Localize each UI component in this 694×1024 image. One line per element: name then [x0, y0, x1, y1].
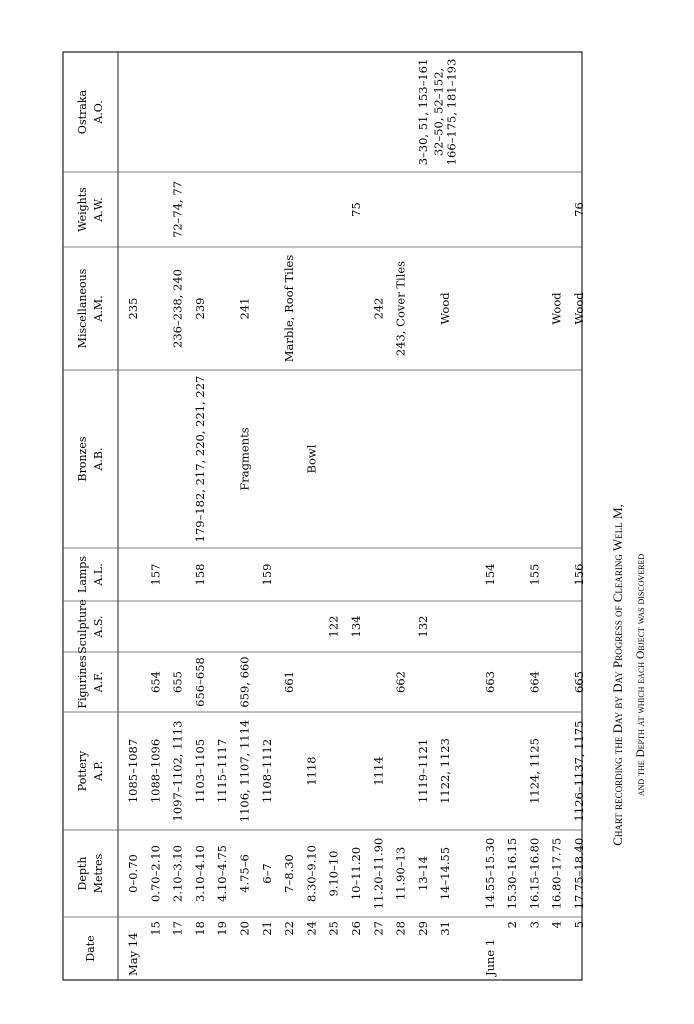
cell-lamps: 154 — [482, 563, 497, 586]
cell-depth: 14.55–15.30 — [482, 837, 497, 910]
cell-date: 26 — [349, 921, 363, 936]
cell-depth: 14–14.55 — [438, 846, 453, 901]
cell-depth: 11.20–11.90 — [371, 837, 386, 910]
cell-pottery: 1119–1121 — [415, 738, 430, 804]
cell-pottery: 1106, 1107, 1114 — [237, 719, 252, 823]
cell-depth: 10–11.20 — [349, 846, 363, 901]
column-header-figurines-code: A.F. — [92, 671, 105, 693]
caption-line-2: and the Depth at which each Object was discovered — [635, 553, 647, 797]
column-header-sculpture-code: A.S. — [92, 615, 105, 638]
cell-sculpture: 122 — [326, 615, 341, 638]
cell-date: 17 — [170, 921, 185, 936]
cell-bronzes: 179–182, 217, 220, 221, 227 — [192, 375, 207, 543]
cell-lamps: 155 — [527, 563, 542, 586]
cell-date: 22 — [282, 921, 297, 936]
cell-date: 25 — [326, 921, 341, 936]
cell-figurines: 659, 660 — [237, 656, 252, 708]
cell-figurines: 656–658 — [192, 657, 207, 707]
column-header-bronzes-code: A.B. — [92, 447, 105, 471]
cell-date: 4 — [549, 921, 564, 929]
cell-pottery: 1085–1087 — [126, 738, 140, 804]
cell-date: 18 — [192, 921, 207, 936]
cell-date: June 1 — [482, 938, 497, 976]
cell-pottery: 1115–1117 — [215, 738, 230, 804]
column-header-pottery-code: A.P. — [92, 760, 105, 782]
column-header-ostraka: Ostraka — [76, 89, 89, 135]
column-header-date: Date — [84, 935, 97, 962]
cell-depth: 8.30–9.10 — [304, 845, 319, 902]
cell-pottery: 1097–1102, 1113 — [170, 720, 185, 822]
cell-ostraka: 166–175, 181–193 — [444, 58, 459, 166]
cell-depth: 15.30–16.15 — [505, 837, 520, 910]
cell-date: 31 — [438, 921, 453, 936]
cell-depth: 13–14 — [415, 855, 430, 892]
column-header-lamps: Lamps — [76, 556, 89, 593]
cell-misc: 239 — [192, 297, 207, 320]
cell-bronzes: Bowl — [304, 444, 319, 474]
cell-sculpture: 132 — [415, 615, 430, 638]
cell-misc: 242 — [371, 297, 386, 320]
cell-pottery: 1088–1096 — [148, 738, 163, 804]
column-header-sculpture: Sculpture — [76, 599, 89, 654]
cell-figurines: 662 — [393, 671, 408, 693]
cell-date: 28 — [393, 921, 408, 936]
cell-misc: 243, Cover Tiles — [393, 260, 408, 357]
cell-depth: 16.80–17.75 — [549, 837, 564, 910]
caption-line-1: Chart recording the Day by Day Progress of Clearing Well M, — [610, 504, 625, 846]
cell-depth: 9.10–10 — [326, 850, 341, 897]
cell-figurines: 661 — [282, 671, 297, 693]
cell-weights: 75 — [349, 202, 363, 217]
cell-ostraka: 3–30, 51, 153–161 — [415, 58, 430, 166]
cell-date: 19 — [215, 921, 230, 936]
cell-lamps: 157 — [148, 563, 163, 586]
cell-depth: 11.90–13 — [393, 846, 408, 901]
cell-date: May 14 — [126, 932, 140, 976]
cell-misc: Wood — [438, 292, 453, 325]
cell-date: 3 — [527, 921, 542, 929]
cell-figurines: 654 — [148, 671, 163, 693]
cell-figurines: 665 — [572, 671, 586, 693]
column-header-weights: Weights — [76, 187, 89, 232]
cell-lamps: 158 — [192, 563, 207, 586]
column-header-ostraka-code: A.O. — [92, 100, 105, 124]
cell-weights: 72–74, 77 — [170, 181, 185, 238]
column-header-depth-code: Metres — [92, 853, 105, 894]
cell-pottery: 1114 — [371, 756, 386, 786]
cell-depth: 0.70–2.10 — [148, 845, 163, 902]
table-caption — [610, 504, 647, 846]
column-header-bronzes: Bronzes — [76, 436, 89, 482]
cell-figurines: 664 — [527, 671, 542, 693]
cell-misc: Wood — [549, 292, 564, 325]
cell-ostraka: 32–50, 52–152, — [431, 67, 446, 157]
cell-figurines: 663 — [482, 671, 497, 693]
cell-depth: 7–8.30 — [282, 854, 297, 893]
cell-misc: 236–238, 240 — [170, 269, 185, 348]
cell-date: 5 — [572, 921, 586, 929]
cell-misc: 241 — [237, 297, 252, 320]
cell-date: 20 — [237, 921, 252, 936]
cell-weights: 76 — [572, 202, 586, 217]
cell-depth: 3.10–4.10 — [192, 845, 207, 902]
cell-depth: 17.75–18.40 — [572, 837, 586, 910]
cell-figurines: 655 — [170, 671, 185, 693]
cell-pottery: 1126–1137, 1175 — [572, 720, 586, 822]
cell-misc: Wood — [572, 292, 586, 325]
cell-bronzes: Fragments — [237, 427, 252, 491]
cell-misc: Marble, Roof Tiles — [282, 254, 297, 363]
cell-pottery: 1124, 1125 — [527, 738, 542, 804]
column-header-pottery: Pottery — [76, 750, 89, 792]
cell-date: 24 — [304, 921, 319, 936]
cell-pottery: 1103–1105 — [192, 738, 207, 804]
cell-depth: 4.10–4.75 — [215, 845, 230, 902]
cell-depth: 6–7 — [259, 863, 274, 884]
column-header-depth: Depth — [76, 856, 89, 891]
cell-depth: 16.15–16.80 — [527, 837, 542, 910]
cell-pottery: 1108–1112 — [259, 738, 274, 804]
cell-pottery: 1122, 1123 — [438, 738, 453, 804]
column-header-lamps-code: A.L. — [92, 563, 105, 586]
cell-depth: 4.75–6 — [237, 854, 252, 893]
column-header-misc: Miscellaneous — [76, 268, 89, 349]
cell-date: 29 — [415, 921, 430, 936]
column-header-figurines: Figurines — [76, 655, 89, 709]
cell-lamps: 156 — [572, 563, 586, 586]
cell-misc: 235 — [126, 297, 140, 320]
cell-date: 2 — [505, 921, 520, 929]
cell-depth: 0–0.70 — [126, 854, 140, 893]
column-header-misc-code: A.M. — [92, 295, 105, 322]
cell-sculpture: 134 — [349, 615, 363, 638]
cell-date: 21 — [259, 921, 274, 936]
cell-lamps: 159 — [259, 563, 274, 586]
cell-date: 15 — [148, 921, 163, 936]
cell-depth: 2.10–3.10 — [170, 845, 185, 902]
column-header-weights-code: A.W. — [92, 197, 105, 222]
cell-pottery: 1118 — [304, 756, 319, 786]
well-clearing-chart-table — [63, 52, 586, 980]
cell-date: 27 — [371, 921, 386, 936]
